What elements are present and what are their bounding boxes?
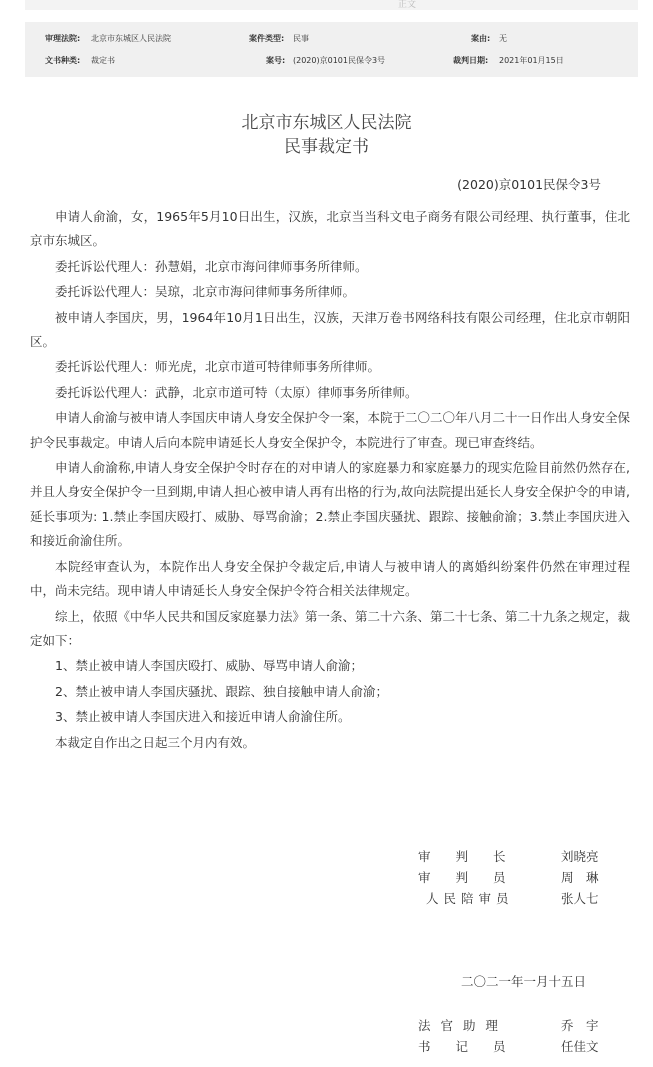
paragraph: 委托诉讼代理人：孙慧娟，北京市海问律师事务所律师。	[55, 258, 368, 274]
paragraph: 申请人俞渝，女，1965年5月10日出生，汉族，北京当当科文电子商务有限公司经理、执行董事，住北京市东城区。	[30, 209, 630, 249]
assistant-label: 法 官 助 理	[418, 1018, 501, 1033]
case-number: (2020)京0101民保令3号	[457, 177, 601, 192]
case-type-label: 案件类型:	[249, 34, 285, 43]
paragraph: 被申请人李国庆，男，1964年10月1日出生，汉族，天津万卷书网络科技有限公司经理，住北京市朝阳区。	[30, 309, 630, 350]
paragraph: 申请人俞渝与被申请人李国庆申请人身安全保护令一案，本院于二〇二〇年八月二十一日作出人身安全保护令民事裁定。申请人后向本院申请延长人身安全保护令，本院进行了审查。现已审查终结。	[30, 410, 631, 450]
paragraph: 申请人俞渝称,申请人身安全保护令时存在的对申请人的家庭暴力和家庭暴力的现实危险目前然仍然存在,并且人身安全保护令一旦到期,申请人担心被申请人再有出格的行为,故向法院提出延长人身安全保护令的申请,延长事项为: 1.禁止李国庆殴打、威胁、辱骂俞渝；2.禁止李国庆骚扰、跟踪、接触俞渝；3.禁止李国庆进入和接近俞渝住所。	[30, 460, 630, 549]
case-no-value: (2020)京0101民保令3号	[293, 56, 386, 65]
paragraph: 2、禁止被申请人李国庆骚扰、跟踪、独自接触申请人俞渝；	[55, 683, 388, 699]
assistant-name: 乔 宇	[561, 1018, 599, 1033]
cause-value: 无	[499, 34, 507, 43]
court-label: 审理法院:	[45, 34, 81, 43]
case-type-value: 民事	[293, 34, 309, 43]
cause-label: 案由:	[471, 34, 491, 43]
chief-judge-name: 刘晓亮	[561, 849, 599, 864]
date-label: 裁判日期:	[453, 56, 489, 65]
doc-type-label: 文书种类:	[45, 56, 81, 65]
top-faint-text: 正文	[398, 0, 417, 10]
court-value: 北京市东城区人民法院	[91, 34, 171, 43]
court-title: 北京市东城区人民法院	[241, 113, 412, 133]
date-value: 2021年01月15日	[499, 56, 564, 65]
ruling-date: 二〇二一年一月十五日	[461, 974, 587, 989]
judge-name: 周 琳	[561, 870, 599, 885]
paragraph: 委托诉讼代理人：吴琼，北京市海问律师事务所律师。	[55, 284, 356, 300]
case-metadata-panel	[25, 22, 638, 77]
paragraph: 委托诉讼代理人：师光虎，北京市道可特律师事务所律师。	[55, 359, 381, 375]
paragraph: 本裁定自作出之日起三个月内有效。	[55, 734, 256, 750]
ruling-body	[30, 205, 630, 756]
paragraph: 1、禁止被申请人李国庆殴打、威胁、辱骂申请人俞渝；	[55, 658, 363, 674]
paragraph: 3、禁止被申请人李国庆进入和接近申请人俞渝住所。	[55, 709, 351, 725]
chief-judge-label: 审 判 长	[418, 849, 506, 864]
juror-name: 张人七	[561, 891, 599, 906]
document-title: 民事裁定书	[284, 137, 369, 157]
paragraph: 本院经审查认为，本院作出人身安全保护令裁定后,申请人与被申请人的离婚纠纷案件仍然在审理过程中，尚未完结。现申请人申请延长人身安全保护令符合相关法律规定。	[30, 558, 630, 599]
doc-type-value: 裁定书	[91, 56, 115, 65]
paragraph: 综上，依照《中华人民共和国反家庭暴力法》第一条、第二十六条、第二十七条、第二十九条之规定，裁定如下：	[30, 608, 631, 648]
clerk-name: 任佳文	[561, 1039, 599, 1054]
judge-label: 审 判 员	[418, 870, 506, 885]
paragraph: 委托诉讼代理人：武静，北京市道可特（太原）律师事务所律师。	[55, 384, 418, 400]
case-no-label: 案号:	[266, 56, 286, 65]
clerk-label: 书 记 员	[418, 1039, 506, 1054]
top-strip	[25, 0, 638, 10]
juror-label: 人民陪审员	[426, 891, 514, 906]
